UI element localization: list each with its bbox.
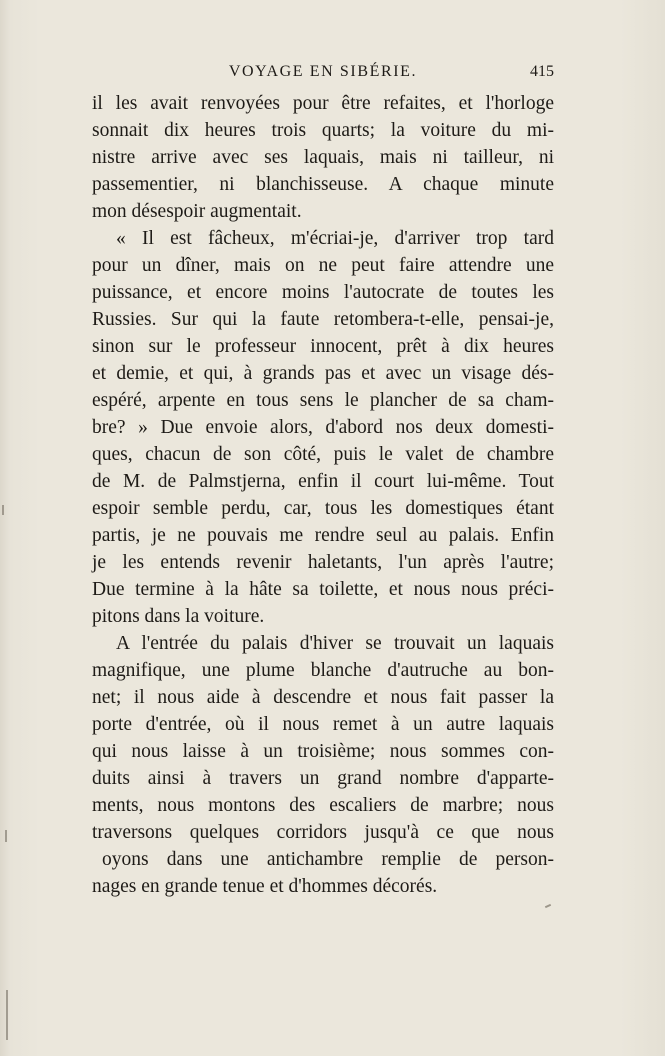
text-line: pour un dîner, mais on ne peut faire attendre une	[92, 255, 554, 276]
text-line: il les avait renvoyées pour être refaites, et l'horloge	[92, 93, 554, 114]
page-edge-mark-bottom	[6, 990, 8, 1040]
text-line: sonnait dix heures trois quarts; la voiture du mi-	[92, 120, 554, 141]
text-line: oyons dans une antichambre remplie de person-	[102, 849, 554, 870]
text-line: Russies. Sur qui la faute retombera-t-elle, pensai-je,	[92, 309, 554, 330]
text-line: ments, nous montons des escaliers de marbre; nous	[92, 795, 554, 816]
text-line: Due termine à la hâte sa toilette, et nous nous préci-	[92, 579, 554, 600]
text-line: pitons dans la voiture.	[92, 606, 265, 627]
text-line: porte d'entrée, où il nous remet à un autre laquais	[92, 714, 554, 735]
running-head	[92, 60, 554, 84]
running-title: VOYAGE EN SIBÉRIE.	[228, 63, 418, 80]
text-line: espoir semble perdu, car, tous les domestiques étant	[92, 498, 554, 519]
text-line: ques, chacun de son côté, puis le valet de chambre	[92, 444, 554, 465]
page-edge-mark-middle	[5, 830, 7, 842]
text-line: et demie, et qui, à grands pas et avec un visage dés-	[92, 363, 554, 384]
body-text	[92, 90, 554, 900]
text-line: « Il est fâcheux, m'écriai-je, d'arriver trop tard	[116, 228, 554, 249]
text-line: traversons quelques corridors jusqu'à ce que nous	[92, 822, 554, 843]
text-line: qui nous laisse à un troisième; nous sommes con-	[92, 741, 554, 762]
text-line: puissance, et encore moins l'autocrate de toutes les	[92, 282, 554, 303]
text-line: A l'entrée du palais d'hiver se trouvait un laquais	[116, 633, 554, 654]
text-line: de M. de Palmstjerna, enfin il court lui-même. Tout	[92, 471, 554, 492]
text-line: partis, je ne pouvais me rendre seul au palais. Enfin	[92, 525, 554, 546]
ink-speck	[545, 904, 551, 908]
text-line: nages en grande tenue et d'hommes décorés.	[92, 876, 438, 897]
text-line: je les entends revenir haletants, l'un après l'autre;	[92, 552, 554, 573]
text-line: net; il nous aide à descendre et nous fait passer la	[92, 687, 554, 708]
text-line: bre? » Due envoie alors, d'abord nos deux domesti-	[92, 417, 554, 438]
text-line: mon désespoir augmentait.	[92, 201, 302, 222]
text-line: espéré, arpente en tous sens le plancher de sa cham-	[92, 390, 554, 411]
text-line: nistre arrive avec ses laquais, mais ni tailleur, ni	[92, 147, 554, 168]
page-number: 415	[530, 63, 554, 80]
page-edge-mark-top	[2, 505, 4, 515]
text-line: passementier, ni blanchisseuse. A chaque minute	[92, 174, 554, 195]
text-line: magnifique, une plume blanche d'autruche au bon-	[92, 660, 554, 681]
text-line: sinon sur le professeur innocent, prêt à dix heures	[92, 336, 554, 357]
text-line: duits ainsi à travers un grand nombre d'apparte-	[92, 768, 554, 789]
